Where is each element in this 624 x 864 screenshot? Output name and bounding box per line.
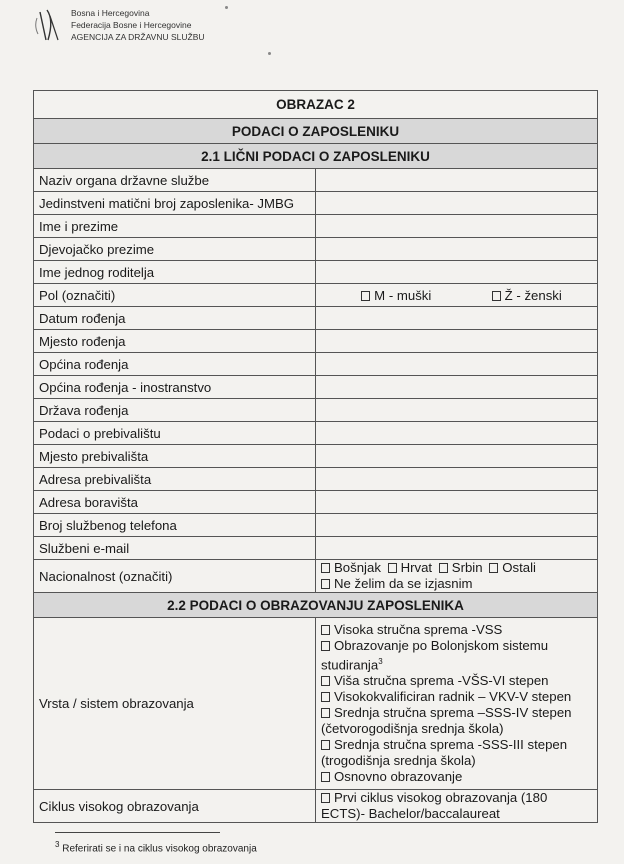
form-row [34, 790, 598, 823]
nationality-option-serb: Srbin [451, 560, 483, 575]
footnote [55, 840, 257, 854]
row-value-education-cycle [316, 790, 598, 823]
row-label-parent-name: Ime jednog roditelja [34, 261, 316, 284]
row-value-maiden-name[interactable] [316, 238, 598, 261]
form-row [34, 376, 598, 399]
row-label-jmbg: Jedinstveni matični broj zaposlenika- JMBG [34, 192, 316, 215]
row-label-education-type: Vrsta / sistem obrazovanja [34, 618, 316, 790]
row-value-jmbg[interactable] [316, 192, 598, 215]
row-label-full-name: Ime i prezime [34, 215, 316, 238]
checkbox-icon[interactable] [321, 625, 330, 635]
form-row [34, 192, 598, 215]
row-value-birth-place[interactable] [316, 330, 598, 353]
section-employee-data: PODACI O ZAPOSLENIKU [34, 119, 598, 144]
education-option-vss: Visoka stručna sprema -VSS [334, 621, 503, 637]
row-value-office-phone[interactable] [316, 514, 598, 537]
checkbox-icon[interactable] [321, 676, 330, 686]
education-option-bologna: Obrazovanje po Bolonjskom sistemu studiranja [321, 637, 549, 673]
row-value-birth-country[interactable] [316, 399, 598, 422]
checkbox-icon[interactable] [321, 772, 330, 782]
gender-option-female[interactable] [492, 288, 562, 303]
cycle-option-first: Prvi ciklus visokog obrazovanja (180 ECTS)- Bachelor/baccalaureat [321, 790, 548, 821]
row-value-gender [316, 284, 598, 307]
row-label-residence-place: Mjesto prebivališta [34, 445, 316, 468]
form-row [34, 261, 598, 284]
row-value-birth-date[interactable] [316, 307, 598, 330]
row-label-birth-country: Država rođenja [34, 399, 316, 422]
row-label-nationality: Nacionalnost (označiti) [34, 560, 316, 593]
form-row [34, 560, 598, 593]
form-row [34, 399, 598, 422]
form-row [34, 618, 598, 790]
row-value-birth-municipality-abroad[interactable] [316, 376, 598, 399]
row-label-agency-name: Naziv organa državne službe [34, 169, 316, 192]
row-value-education-type [316, 618, 598, 790]
checkbox-icon[interactable] [492, 291, 501, 301]
form-row [34, 514, 598, 537]
agency-header [26, 4, 326, 54]
form-row [34, 284, 598, 307]
checkbox-icon[interactable] [489, 563, 498, 573]
education-option-sss-iii: Srednja stručna sprema -SSS-III stepen (trogodišnja srednja škola) [321, 737, 568, 769]
row-label-birth-date: Datum rođenja [34, 307, 316, 330]
education-option-primary: Osnovno obrazovanje [334, 769, 463, 785]
nationality-option-croat: Hrvat [400, 560, 433, 575]
checkbox-icon[interactable] [321, 563, 330, 573]
form-title: OBRAZAC 2 [34, 91, 598, 119]
checkbox-icon[interactable] [321, 740, 330, 750]
row-value-residence-place[interactable] [316, 445, 598, 468]
education-option-vkv: Visokokvalificiran radnik – VKV-V stepen [334, 689, 572, 705]
agency-line-federation: Federacija Bosne i Hercegovine [71, 20, 192, 30]
checkbox-icon[interactable] [321, 793, 330, 803]
agency-line-name: AGENCIJA ZA DRŽAVNU SLUŽBU [71, 32, 205, 42]
form-row [34, 537, 598, 560]
row-label-education-cycle: Ciklus visokog obrazovanja [34, 790, 316, 823]
nationality-option-undeclared: Ne želim da se izjasnim [334, 576, 473, 591]
row-value-agency-name[interactable] [316, 169, 598, 192]
row-label-maiden-name: Djevojačko prezime [34, 238, 316, 261]
checkbox-icon[interactable] [321, 579, 330, 589]
gender-male-label: M - muški [374, 287, 432, 303]
footnote-divider [55, 832, 220, 833]
section-personal-data: 2.1 LIČNI PODACI O ZAPOSLENIKU [34, 144, 598, 169]
form-row [34, 169, 598, 192]
row-label-residence-address: Adresa prebivališta [34, 468, 316, 491]
form-row [34, 330, 598, 353]
form-row [34, 422, 598, 445]
agency-logo-icon [34, 6, 64, 46]
form-row [34, 238, 598, 261]
row-value-residence-address[interactable] [316, 468, 598, 491]
row-label-office-email: Službeni e-mail [34, 537, 316, 560]
row-label-stay-address: Adresa boravišta [34, 491, 316, 514]
row-value-parent-name[interactable] [316, 261, 598, 284]
row-label-birth-municipality: Općina rođenja [34, 353, 316, 376]
employee-data-form [33, 90, 598, 823]
agency-line-country: Bosna i Hercegovina [71, 8, 150, 18]
form-row [34, 468, 598, 491]
row-label-gender: Pol (označiti) [34, 284, 316, 307]
scan-speck [225, 6, 228, 9]
checkbox-icon[interactable] [321, 708, 330, 718]
nationality-option-bosniak: Bošnjak [334, 560, 381, 575]
form-row [34, 215, 598, 238]
row-value-office-email[interactable] [316, 537, 598, 560]
row-value-stay-address[interactable] [316, 491, 598, 514]
checkbox-icon[interactable] [361, 291, 370, 301]
gender-option-male[interactable] [361, 288, 431, 303]
footnote-text: Referirati se i na ciklus visokog obrazovanja [62, 843, 257, 855]
row-label-residence-info: Podaci o prebivalištu [34, 422, 316, 445]
footnote-reference: 3 [378, 656, 383, 666]
education-option-vss-vi: Viša stručna sprema -VŠS-VI stepen [334, 673, 549, 689]
row-label-birth-municipality-abroad: Općina rođenja - inostranstvo [34, 376, 316, 399]
checkbox-icon[interactable] [439, 563, 448, 573]
checkbox-icon[interactable] [321, 641, 330, 651]
row-value-birth-municipality[interactable] [316, 353, 598, 376]
row-value-full-name[interactable] [316, 215, 598, 238]
checkbox-icon[interactable] [388, 563, 397, 573]
form-row [34, 445, 598, 468]
nationality-option-other: Ostali [502, 560, 536, 575]
row-value-nationality [316, 560, 598, 593]
form-row [34, 353, 598, 376]
footnote-number: 3 [55, 840, 60, 849]
row-label-office-phone: Broj službenog telefona [34, 514, 316, 537]
gender-female-label: Ž - ženski [504, 287, 562, 303]
row-label-birth-place: Mjesto rođenja [34, 330, 316, 353]
form-row [34, 491, 598, 514]
checkbox-icon[interactable] [321, 692, 330, 702]
form-row [34, 307, 598, 330]
scan-speck [268, 52, 271, 55]
section-education-data: 2.2 PODACI O OBRAZOVANJU ZAPOSLENIKA [34, 593, 598, 618]
education-option-sss-iv: Srednja stručna sprema –SSS-IV stepen (četvorogodišnja srednja škola) [321, 705, 572, 737]
row-value-residence-info[interactable] [316, 422, 598, 445]
